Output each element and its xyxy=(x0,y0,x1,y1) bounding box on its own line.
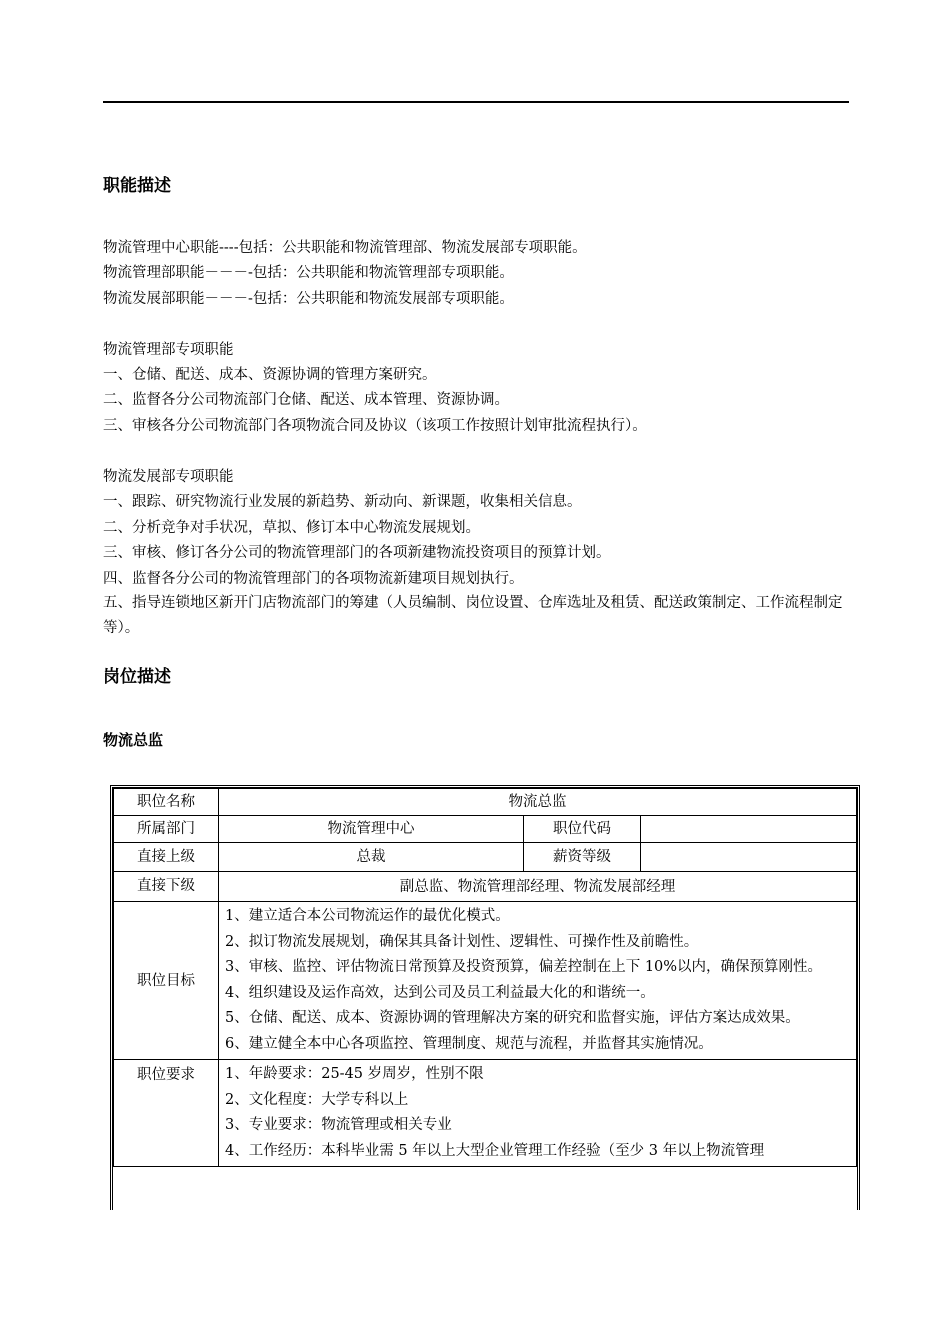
position-name-value: 物流总监 xyxy=(219,789,857,816)
requirement-item: 1、年龄要求：25-45 岁周岁，性别不限 xyxy=(225,1066,484,1082)
dev-item: 一、跟踪、研究物流行业发展的新趋势、新动向、新课题，收集相关信息。 xyxy=(103,494,582,510)
superior-value: 总裁 xyxy=(219,843,524,872)
table-row xyxy=(114,816,857,843)
subordinates-value: 副总监、物流管理部经理、物流发展部经理 xyxy=(219,872,857,902)
mgmt-item: 一、仓储、配送、成本、资源协调的管理方案研究。 xyxy=(103,367,437,383)
mgmt-item: 二、监督各分公司物流部门仓储、配送、成本管理、资源协调。 xyxy=(103,392,509,408)
section-title-functions: 职能描述 xyxy=(103,176,171,196)
row-label: 职位要求 xyxy=(114,1060,219,1167)
requirements-cell xyxy=(219,1060,857,1167)
dev-subtitle: 物流发展部专项职能 xyxy=(103,469,234,485)
requirement-item: 2、文化程度：大学专科以上 xyxy=(225,1091,409,1108)
dev-item: 四、监督各分公司的物流管理部门的各项物流新建项目规划执行。 xyxy=(103,571,524,587)
position-code-value xyxy=(641,816,857,843)
salary-grade-value xyxy=(641,843,857,872)
row-label: 职位名称 xyxy=(114,789,219,816)
dev-item: 五、指导连锁地区新开门店物流部门的筹建（人员编制、岗位设置、仓库选址及租赁、配送政策制定、工作流程制定等）。 xyxy=(103,595,843,636)
mgmt-subtitle: 物流管理部专项职能 xyxy=(103,342,234,358)
dev-item: 二、分析竞争对手状况，草拟、修订本中心物流发展规划。 xyxy=(103,520,480,536)
header-rule xyxy=(103,101,849,103)
row-label: 职位目标 xyxy=(114,902,219,1060)
objective-item: 2、拟订物流发展规划，确保其具备计划性、逻辑性、可操作性及前瞻性。 xyxy=(225,933,699,950)
row-label: 直接下级 xyxy=(114,872,219,902)
position-heading: 物流总监 xyxy=(103,731,164,749)
row-label: 职位代码 xyxy=(524,816,641,843)
section-title-positions: 岗位描述 xyxy=(103,667,171,687)
objective-item: 6、建立健全本中心各项监控、管理制度、规范与流程，并监督其实施情况。 xyxy=(225,1035,713,1052)
objective-item: 3、审核、监控、评估物流日常预算及投资预算，偏差控制在上下 10%以内，确保预算刚性。 xyxy=(225,959,823,975)
objective-item: 5、仓储、配送、成本、资源协调的管理解决方案的研究和监督实施，评估方案达成效果。 xyxy=(225,1010,800,1026)
table-row xyxy=(114,902,857,1060)
requirement-item: 4、工作经历：本科毕业需 5 年以上大型企业管理工作经验（至少 3 年以上物流管理 xyxy=(225,1142,765,1159)
department-value: 物流管理中心 xyxy=(219,816,524,843)
row-label: 直接上级 xyxy=(114,843,219,872)
overview-line-1: 物流管理中心职能----包括：公共职能和物流管理部、物流发展部专项职能。 xyxy=(103,240,587,256)
table-row xyxy=(114,789,857,816)
requirement-item: 3、专业要求：物流管理或相关专业 xyxy=(225,1117,452,1133)
row-label: 薪资等级 xyxy=(524,843,641,872)
dev-item: 三、审核、修订各分公司的物流管理部门的各项新建物流投资项目的预算计划。 xyxy=(103,545,611,561)
table-row xyxy=(114,872,857,902)
row-label: 所属部门 xyxy=(114,816,219,843)
table-row xyxy=(114,843,857,872)
position-table xyxy=(110,785,860,1210)
table-row xyxy=(114,1060,857,1167)
objective-item: 4、组织建设及运作高效，达到公司及员工利益最大化的和谐统一。 xyxy=(225,984,655,1001)
overview-line-3: 物流发展部职能－－－-包括：公共职能和物流发展部专项职能。 xyxy=(103,291,514,307)
objectives-cell xyxy=(219,902,857,1060)
mgmt-item: 三、审核各分公司物流部门各项物流合同及协议（该项工作按照计划审批流程执行）。 xyxy=(103,418,647,434)
objective-item: 1、建立适合本公司物流运作的最优化模式。 xyxy=(225,908,510,924)
overview-line-2: 物流管理部职能－－－-包括：公共职能和物流管理部专项职能。 xyxy=(103,265,514,281)
